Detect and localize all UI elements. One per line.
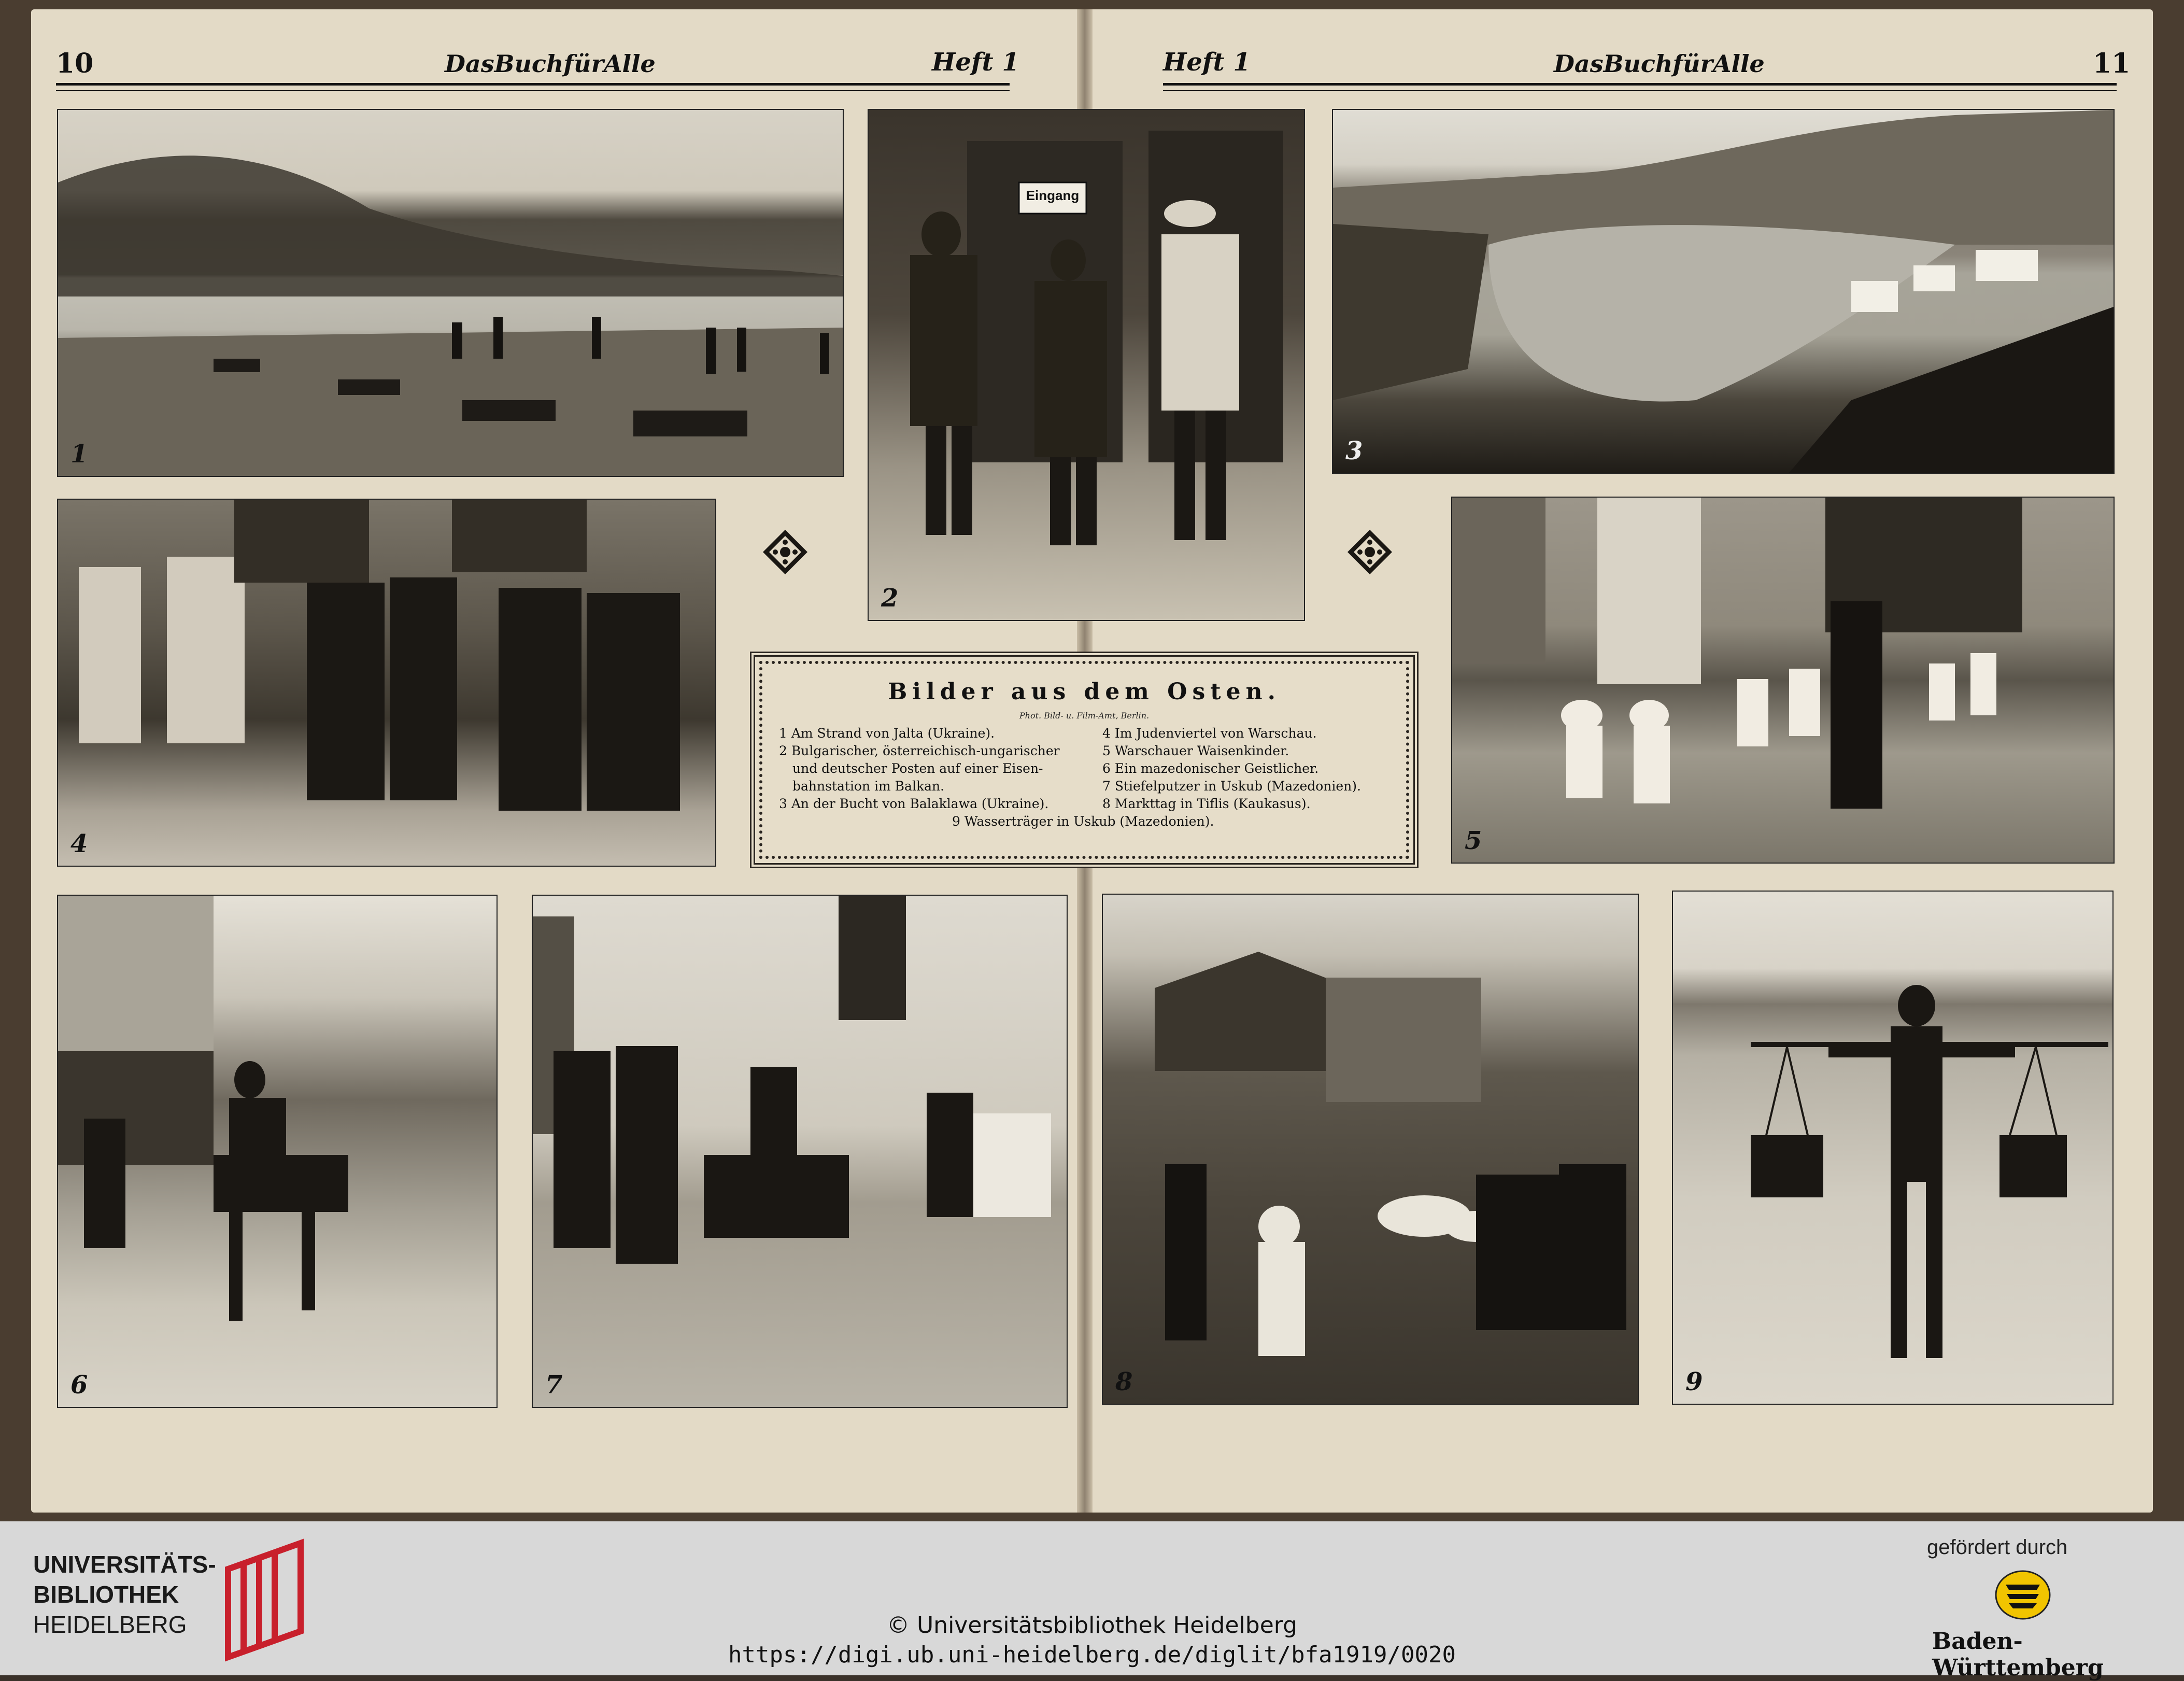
photo-number: 3 [1345, 436, 1363, 465]
caption-item: 5 Warschauer Waisenkinder. [1102, 743, 1289, 758]
photo-number: 1 [70, 440, 88, 469]
left-header-rule-thin [56, 90, 1010, 91]
caption-title: Bilder aus dem Osten. [888, 679, 1281, 705]
right-header-rule-thin [1163, 90, 2117, 91]
caption-item: 3 An der Bucht von Balaklawa (Ukraine). [779, 796, 1049, 811]
library-name-line2: BIBLIOTHEK [33, 1581, 179, 1608]
photo-number: 4 [70, 829, 88, 858]
right-issue: Heft 1 [1163, 48, 1251, 77]
caption-item: 2 Bulgarischer, österreichisch-ungarischer [779, 743, 1060, 758]
photo-6-macedonian-cleric [57, 895, 498, 1408]
caption-item: 9 Wasserträger in Uskub (Mazedonien). [952, 814, 1214, 829]
photo-number: 2 [881, 584, 899, 613]
photo-number: 9 [1685, 1367, 1703, 1396]
photo-8-tiflis-market [1102, 894, 1639, 1405]
photo-2-railway-posts [868, 109, 1305, 621]
baden-wuerttemberg-crest-icon [1994, 1569, 2051, 1621]
library-name-line3: HEIDELBERG [33, 1611, 187, 1638]
photo-3-balaklava-bay [1332, 109, 2115, 474]
caption-item: 7 Stiefelputzer in Uskub (Mazedonien). [1102, 779, 1361, 794]
caption-box [750, 652, 1419, 868]
library-name-line1: UNIVERSITÄTS- [33, 1551, 216, 1578]
photo-5-warsaw-orphans [1451, 497, 2115, 864]
decorative-ornament-right [1346, 529, 1393, 575]
decorative-ornament-left [762, 529, 809, 575]
caption-item: und deutscher Posten auf einer Eisen- [792, 761, 1043, 776]
caption-item: 8 Markttag in Tiflis (Kaukasus). [1102, 796, 1311, 811]
right-header-rule [1163, 83, 2117, 86]
photo-4-warsaw-quarter [57, 499, 716, 867]
sponsor-label: gefördert durch [1927, 1536, 2068, 1559]
photo-credit: Phot. Bild- u. Film-Amt, Berlin. [1019, 711, 1150, 721]
photo-1-yalta-beach [57, 109, 844, 477]
caption-item: 6 Ein mazedonischer Geistlicher. [1102, 761, 1319, 776]
left-header-rule [56, 83, 1010, 86]
photo-number: 6 [70, 1371, 88, 1400]
footer-bar [0, 1521, 2184, 1681]
permalink-url[interactable]: https://digi.ub.uni-heidelberg.de/diglit/bfa1919/0020 [728, 1642, 1456, 1668]
caption-item: bahnstation im Balkan. [792, 779, 945, 794]
photo-number: 5 [1465, 826, 1482, 855]
copyright-notice: © Universitätsbibliothek Heidelberg [886, 1612, 1298, 1638]
right-page-number: 11 [2093, 48, 2131, 79]
photo-number: 7 [545, 1371, 563, 1400]
left-page-number: 10 [56, 48, 94, 79]
photo-9-water-carrier [1672, 891, 2114, 1405]
left-magazine-title: DasBuchfürAlle [445, 50, 656, 78]
station-sign: Eingang [1026, 188, 1080, 203]
photo-7-uskub-bootblacks [532, 895, 1068, 1408]
photo-number: 8 [1115, 1367, 1133, 1396]
caption-item: 1 Am Strand von Jalta (Ukraine). [779, 726, 995, 741]
sponsor-name: Baden-Württemberg [1932, 1628, 2104, 1681]
caption-item: 4 Im Judenviertel von Warschau. [1102, 726, 1317, 741]
right-magazine-title: DasBuchfürAlle [1554, 50, 1765, 78]
left-issue: Heft 1 [932, 48, 1019, 77]
